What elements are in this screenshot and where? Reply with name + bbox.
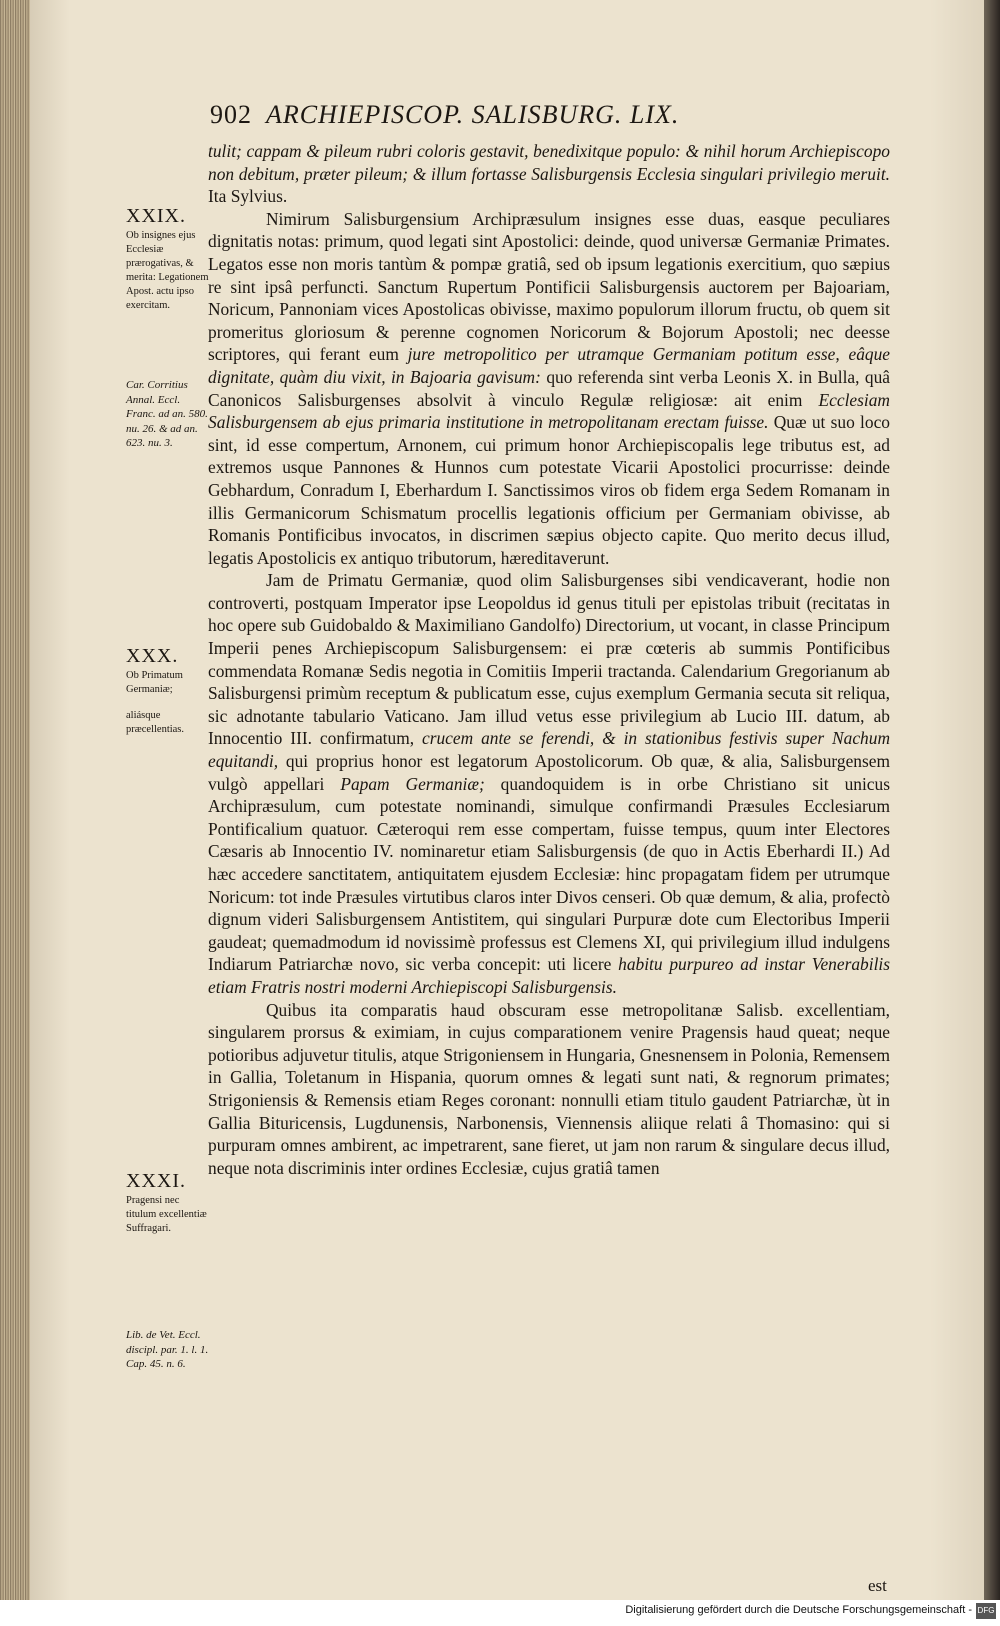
roman-text: Ita Sylvius.: [208, 186, 288, 207]
book-edge: [0, 0, 30, 1600]
roman-text: Nimirum Salisburgensium Archipræsulum insignes esse duas, easque peculiares dignitatis notas: primum, quod legati sint Apostolici: deinde, quod universæ Germaniæ Primates. Legatos esse non moris tantùm & pompæ gratiâ, sed ob ipsum legationis exercitium, quo sæpius re sint ipsâ perfuncti. Sanctum Rupertum Pontificii Salisburgensis auctorem per Bajoariam, Noricum, Pannoniam vices Apostolicas obivisse, maximo populorum illorum fructu, ob quem sit promeritus gloriosum & perenne cognomen Noricorum & Bojorum Apostoli; nec deesse scriptores, qui ferant eum: [208, 208, 890, 365]
margin-reference-corritius: Car. Corritius Annal. Eccl. Franc. ad an. 580. nu. 26. & ad an. 623. nu. 3.: [126, 379, 208, 449]
body-paragraph: [208, 999, 890, 1180]
margin-note-text: Pragensi nec titulum excellentiæ Suffragari.: [126, 1195, 207, 1234]
dfg-logo: DFG: [976, 1603, 996, 1619]
roman-text: Quæ ut suo loco sint, id esse compertum, Arnonem, cui primum honor Archiepiscopalis lege tributus est, ad extremos usque Pannones & Hunnos cum potestate Vicarii Apostolici procurrisse: deinde Gebhardum, Conradum I, Eberhardum I. Sanctissimos viros ob fidem erga Sedem Romanam in illis Germanicorum Schismatum procellis legationis officium per Germaniam obivisse, ab Romanis Pontificibus invocatos, in discrimen sæpius objecto capite. Quo merito decus illud, legatis Apostolicis ex antiquo tributorum, hæreditaverunt.: [208, 412, 891, 568]
roman-text: quo referenda sint verba Leonis X. in Bulla, quâ Canonicos Salisburgenses absolvit à vinculo Regulæ religiosæ: ait enim: [208, 366, 891, 410]
footer-credit: Digitalisierung gefördert durch die Deutsche Forschungsgemeinschaft -: [625, 1604, 972, 1616]
running-header: [210, 100, 910, 136]
running-title: ARCHIEPISCOP. SALISBURG. LIX.: [266, 100, 680, 129]
italic-text: Papam Germaniæ;: [340, 773, 485, 794]
page-edge: [984, 0, 1000, 1600]
italic-text: tulit; cappam & pileum rubri coloris gestavit, benedixitque populo: & nihil horum Archiepiscopo non debitum, præter pileum; & illum fortasse Salisburgensis Ecclesia singulari privilegio meruit.: [208, 141, 890, 184]
roman-text: qui proprius honor est legatorum Apostolicorum. Ob quæ, & alia, Salisburgensem vulgò appellari: [208, 751, 890, 794]
italic-text: crucem ante se ferendi, & in stationibus festivis super Nachum equitandi,: [208, 728, 890, 772]
italic-text: jure metropolitico per utramque Germaniam potitum esse, eâque dignitate, quàm diu vixit, in Bajoaria gavisum:: [208, 344, 890, 387]
body-paragraph: [208, 208, 890, 570]
margin-note-text: aliásque præcellentias.: [126, 710, 185, 735]
section-number-xxx: XXX.: [126, 645, 179, 667]
margin-reference-thomasinus: Lib. de Vet. Eccl. discipl. par. 1. l. 1. Cap. 45. n. 6.: [126, 1329, 209, 1370]
roman-text: quandoquidem is in orbe Christiano sit unicus Archipræsulum, cum potestate nominandi, simulque confirmandi Præsules Ecclesiarum Pontificalium quatuor. Cæteroqui rem esse compertam, fuisse tempus, quum inter Electores Cæsaris ab Innocentio IV. nominaretur etiam Salisburgensis (de quo in Actis Eberhardi II.) Ad hæc accedere sanctitatem, antiquitatem ejusdem Ecclesiæ: hinc propagatam fidem per utrumque Noricum: tot inde Præsules virtutibus claros inter Divos censeri. Ob quæ demum, & alia, profectò dignum videri Salisburgensem Antistitem, qui singulari Purpuræ dote cum Electoribus Imperii gaudeat; quemadmodum id novissimè professus est Clemens XI, qui privilegium illud indulgens Indiarum Patriarchæ novo, sic verba concepit: uti licere: [208, 773, 890, 975]
section-number-xxix: XXIX.: [126, 205, 186, 227]
roman-text: Quibus ita comparatis haud obscuram esse metropolitanæ Salisb. excellentiam, singularem prorsus & eximiam, in cujus comparationem venire Pragensis haud queat; neque potioribus adjuvetur titulis, atque Strigoniensem in Hungaria, Gnesnensem in Polonia, Remensem in Gallia, Toletanum in Hispania, quorum omnes & legati sunt nati, & regnorum primates; Strigoniensis & Remensis etiam Reges coronant: nonnulli etiam titulo gaudent Patriarchæ, ùt in Gallia Bituricensis, Lugdunensis, Narbonensis, Viennensis aliique relati â Thomasino: qui si purpuram omnes ambirent, ac impetrarent, sane fieret, ut jam non rarum & singulare decus illud, neque nota discriminis inter ordines Ecclesiæ, cujus gratiâ tamen: [208, 999, 890, 1178]
main-text: [208, 140, 890, 1179]
section-number-xxxi: XXXI.: [126, 1170, 186, 1192]
catchword: est: [868, 1576, 887, 1595]
margin-note-xxx: [126, 645, 210, 737]
margin-note-text: Ob insignes ejus Ecclesiæ prærogativas, & merita: Legationem Apost. actu ipso exercitam.: [126, 230, 209, 311]
margin-note-xxix: [126, 205, 210, 313]
roman-text: Jam de Primatu Germaniæ, quod olim Salisburgenses sibi vendicaverant, hodie non controverti, postquam Imperator ipse Leopoldus id genus tituli per epistolas tribuit (recitatas in hoc opere sub Guidobaldo & Maximiliano Gandolfo) Directorium, ut vocant, in classe Principum Imperii penes Archiepiscopum Salisburgensem: ei præ cœteris ab summis Pontificibus commendata Romanæ Sedis negotia in Comitiis Imperii tractanda. Calendarium Gregorianum ab Salisburgensi primùm receptum & publicatum esse, cujus exemplum Germania secuta sit reliqua, sic adnotante tabulario Vaticano. Jam illud vetus esse privilegium ab Lucio III. datum, ab Innocentio III. confirmatum,: [208, 570, 890, 749]
margin-note-text: Ob Primatum Germaniæ;: [126, 670, 183, 695]
margin-note-xxxi: [126, 1170, 210, 1236]
book-page: [30, 0, 984, 1600]
italic-text: Ecclesiam Salisburgensem ab ejus primaria institutione in metropolitanam erectam fuisse.: [208, 389, 890, 433]
body-paragraph: [208, 569, 890, 998]
body-paragraph: [208, 140, 890, 208]
italic-text: habitu purpureo ad instar Venerabilis etiam Fratris nostri moderni Archiepiscopi Salisburgensis.: [208, 954, 890, 997]
page-number: 902: [210, 100, 252, 129]
